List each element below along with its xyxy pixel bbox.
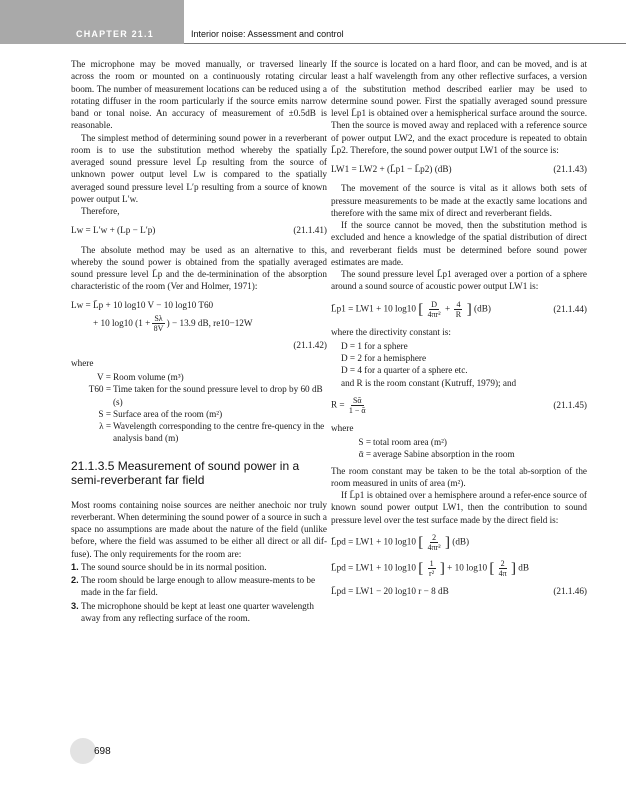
definition xyxy=(71,408,327,420)
equation-number: (21.1.44) xyxy=(553,303,587,314)
equation-number: (21.1.45) xyxy=(553,400,587,411)
equation-line: Lw = L̄p + 10 log10 V − 10 log10 T60 xyxy=(71,300,214,311)
equation-term: L̄pd = LW1 + 10 log10 xyxy=(331,562,416,573)
definition xyxy=(71,371,327,383)
list-text: The sound source should be in its normal position. xyxy=(81,561,267,572)
right-bracket: ] xyxy=(510,560,516,577)
term: λ = xyxy=(99,421,111,431)
denominator: 4πr² xyxy=(427,309,441,319)
list-number: 3. xyxy=(71,600,79,611)
equation-body xyxy=(331,396,368,415)
paragraph: Therefore, xyxy=(81,206,120,216)
left-bracket: [ xyxy=(418,560,424,577)
definition-list xyxy=(331,436,587,461)
equation-direct-field xyxy=(331,533,587,552)
left-column xyxy=(71,58,327,625)
fraction xyxy=(349,396,366,415)
equation-number: (21.1.46) xyxy=(553,585,587,596)
paragraph: The microphone may be moved manually, or traversed linearly across the room or mounted on a continuously rotating circular boom. The number of measurement locations can be reduced using a rotating diffuser in the room particularly if the source emits narrow band or tonal noise. An accuracy of measurement of ±0.5dB is reasonable. xyxy=(71,59,327,131)
equation-term: + 10 log10 xyxy=(447,562,488,573)
right-bracket: ] xyxy=(466,300,472,317)
equation-21-1-45 xyxy=(331,396,587,415)
page-marker xyxy=(70,738,96,764)
paragraph: If the source is located on a hard floor, and can be moved, and is at least a half wavelength from any other reflective surfaces, a version of the substitution method described earlier may be used to determine sound power. First the spatially averaged sound pressure level L̄p1 is obtained over a hemispherical surface around the source. Then the source is moved away and replaced with a reference source of power output LW2, and the exact procedure is repeated to obtain L̄p2. Therefore, the sound power output LW1 of the source is: xyxy=(331,59,587,155)
requirements-list xyxy=(71,561,327,624)
term: V = xyxy=(97,372,111,382)
paragraph: The sound pressure level L̄p1 averaged over a portion of a sphere around a sound source of acoustic power output LW1 is: xyxy=(331,269,587,292)
equation-body xyxy=(331,559,529,578)
list-text: The room should be large enough to allow measure-ments to be made in the far field. xyxy=(81,575,316,598)
constant-line: and R is the room constant (Kutruff, 1979); and xyxy=(341,377,517,388)
definition-body: Surface area of the room (m²) xyxy=(113,408,223,419)
term: ᾱ = xyxy=(358,449,371,460)
constant-line: D = 4 for a quarter of a sphere etc. xyxy=(341,365,468,376)
header-rule xyxy=(184,43,626,44)
paragraph: The simplest method of determining sound power in a reverberant room is to use the substitution method whereby the spatially averaged sound pressure level L̄p resulting from the source of unknown power output level Lw is compared to the spatially averaged sound pressure level L′p resulting from a source of known power output L′w. xyxy=(71,132,327,204)
definition xyxy=(331,448,587,460)
equation-term: + 10 log10 (1 + xyxy=(93,318,151,329)
numerator: D xyxy=(431,299,437,309)
fraction xyxy=(152,314,164,333)
paragraph: where xyxy=(71,357,94,368)
list-item xyxy=(71,600,327,625)
numerator: Sᾱ xyxy=(352,395,362,405)
right-column xyxy=(331,58,587,604)
equation-line xyxy=(71,313,327,335)
denominator: R xyxy=(455,309,462,319)
definition-body: average Sabine absorption in the room xyxy=(373,449,515,460)
equation-number: (21.1.41) xyxy=(293,225,327,236)
left-bracket: [ xyxy=(418,534,424,551)
numerator: 4 xyxy=(456,299,461,309)
paragraph: If L̄p1 is obtained over a hemisphere around a refer-ence source of known sound power output LW1, then the contribution to sound pressure level over the test surface made by the direct field is: xyxy=(331,490,587,525)
equation-21-1-44 xyxy=(331,300,587,319)
numerator: 1 xyxy=(429,558,434,568)
equation-direct-field-expanded xyxy=(331,559,587,578)
chapter-tab xyxy=(0,0,184,44)
equation-21-1-42 xyxy=(71,299,327,351)
equation-number: (21.1.42) xyxy=(293,339,327,350)
fraction xyxy=(428,559,436,578)
paragraph: where the directivity constant is: xyxy=(331,326,451,337)
constant-line: D = 1 for a sphere xyxy=(341,340,408,351)
paragraph: The room constant may be taken to be the total ab-sorption of the room measured in units of area (m²). xyxy=(331,465,587,488)
section-heading: 21.1.3.5 Measurement of sound power in a semi-reverberant far field xyxy=(71,458,300,487)
numerator: 2 xyxy=(500,558,505,568)
denominator: 8V xyxy=(153,324,164,333)
directivity-constants xyxy=(341,340,587,389)
equation-21-1-46 xyxy=(331,585,587,597)
denominator: r² xyxy=(429,568,435,578)
definition-body: Room volume (m³) xyxy=(113,372,184,382)
denominator: 4πr² xyxy=(427,542,441,552)
paragraph: where xyxy=(331,422,354,433)
definition xyxy=(71,420,327,445)
fraction xyxy=(428,533,441,552)
equation-21-1-41 xyxy=(71,224,327,236)
numerator: 2 xyxy=(432,532,437,542)
equation-body: Lw = L′w + (Lp − L′p) xyxy=(71,225,156,236)
term: T60 = xyxy=(88,384,111,395)
constant-line: D = 2 for a hemisphere xyxy=(341,353,427,363)
definition-body: total room area (m²) xyxy=(373,437,447,447)
fraction xyxy=(499,559,507,578)
list-item xyxy=(71,561,327,573)
left-bracket: [ xyxy=(489,560,495,577)
equation-body: LW1 = LW2 + (L̄p1 − L̄p2) (dB) xyxy=(331,164,452,174)
term: S = xyxy=(358,437,371,447)
definition-body: Time taken for the sound pressure level to drop by 60 dB (s) xyxy=(113,384,323,407)
left-bracket: [ xyxy=(418,300,424,317)
equation-term: (dB) xyxy=(474,303,491,314)
chapter-label: CHAPTER 21.1 xyxy=(76,29,154,39)
list-text: The microphone should be kept at least one quarter wavelength away from any reflecting surface of the room. xyxy=(81,600,314,623)
equation-term: dB xyxy=(518,562,530,573)
equation-term: R = xyxy=(331,399,345,410)
paragraph: The movement of the source is vital as it allows both sets of pressure measurements to be made at the exactly same locations and therefore with the same mix of direct and reverberant fields. xyxy=(331,183,587,218)
equation-body xyxy=(331,533,469,552)
equation-body xyxy=(331,300,491,319)
definition xyxy=(331,436,587,448)
denominator: 4π xyxy=(498,568,507,578)
definition-list xyxy=(71,371,327,445)
equation-term: (dB) xyxy=(452,536,470,547)
definition xyxy=(71,383,327,408)
fraction xyxy=(454,300,462,319)
equation-body: L̄pd = LW1 − 20 log10 r − 8 dB xyxy=(331,585,449,596)
page-number: 698 xyxy=(94,746,111,757)
list-item xyxy=(71,574,327,599)
equation-term: L̄pd = LW1 + 10 log10 xyxy=(331,536,416,547)
list-number: 2. xyxy=(71,575,79,585)
paragraph: The absolute method may be used as an alternative to this, whereby the sound power is obtained from the spatially averaged sound pressure level L̄p and the de-terminination of the absorption characteristic of the room (Ver and Holmer, 1971): xyxy=(71,244,327,292)
fraction xyxy=(428,300,441,319)
denominator: 1 − ᾱ xyxy=(348,405,366,415)
running-title: Interior noise: Assessment and control xyxy=(191,29,344,39)
list-number: 1. xyxy=(71,561,79,572)
operator: + xyxy=(444,303,451,314)
definition-body: Wavelength corresponding to the centre fre-quency in the analysis band (m) xyxy=(113,421,325,444)
right-bracket: ] xyxy=(439,560,445,577)
paragraph: Most rooms containing noise sources are neither anechoic nor truly reverberant. When determining the sound power of a source in such a space no assumptions are made about the nature of the field (unlike before, where the field was assumed to be either all direct or all dif-fuse). The only requirements for the room are: xyxy=(71,499,327,559)
paragraph: If the source cannot be moved, then the substitution method is excluded and hence a knowledge of the spatial distribution of direct and reverberant fields must be determined before sound power estimates are made. xyxy=(331,220,587,267)
equation-term: L̄p1 = LW1 + 10 log10 xyxy=(331,303,416,314)
equation-term: ) − 13.9 dB, re10−12W xyxy=(166,318,253,329)
page-header xyxy=(0,0,626,44)
right-bracket: ] xyxy=(444,534,450,551)
equation-number: (21.1.43) xyxy=(553,164,587,174)
term: S = xyxy=(98,408,111,419)
equation-21-1-43 xyxy=(331,163,587,175)
numerator: Sλ xyxy=(154,314,163,323)
